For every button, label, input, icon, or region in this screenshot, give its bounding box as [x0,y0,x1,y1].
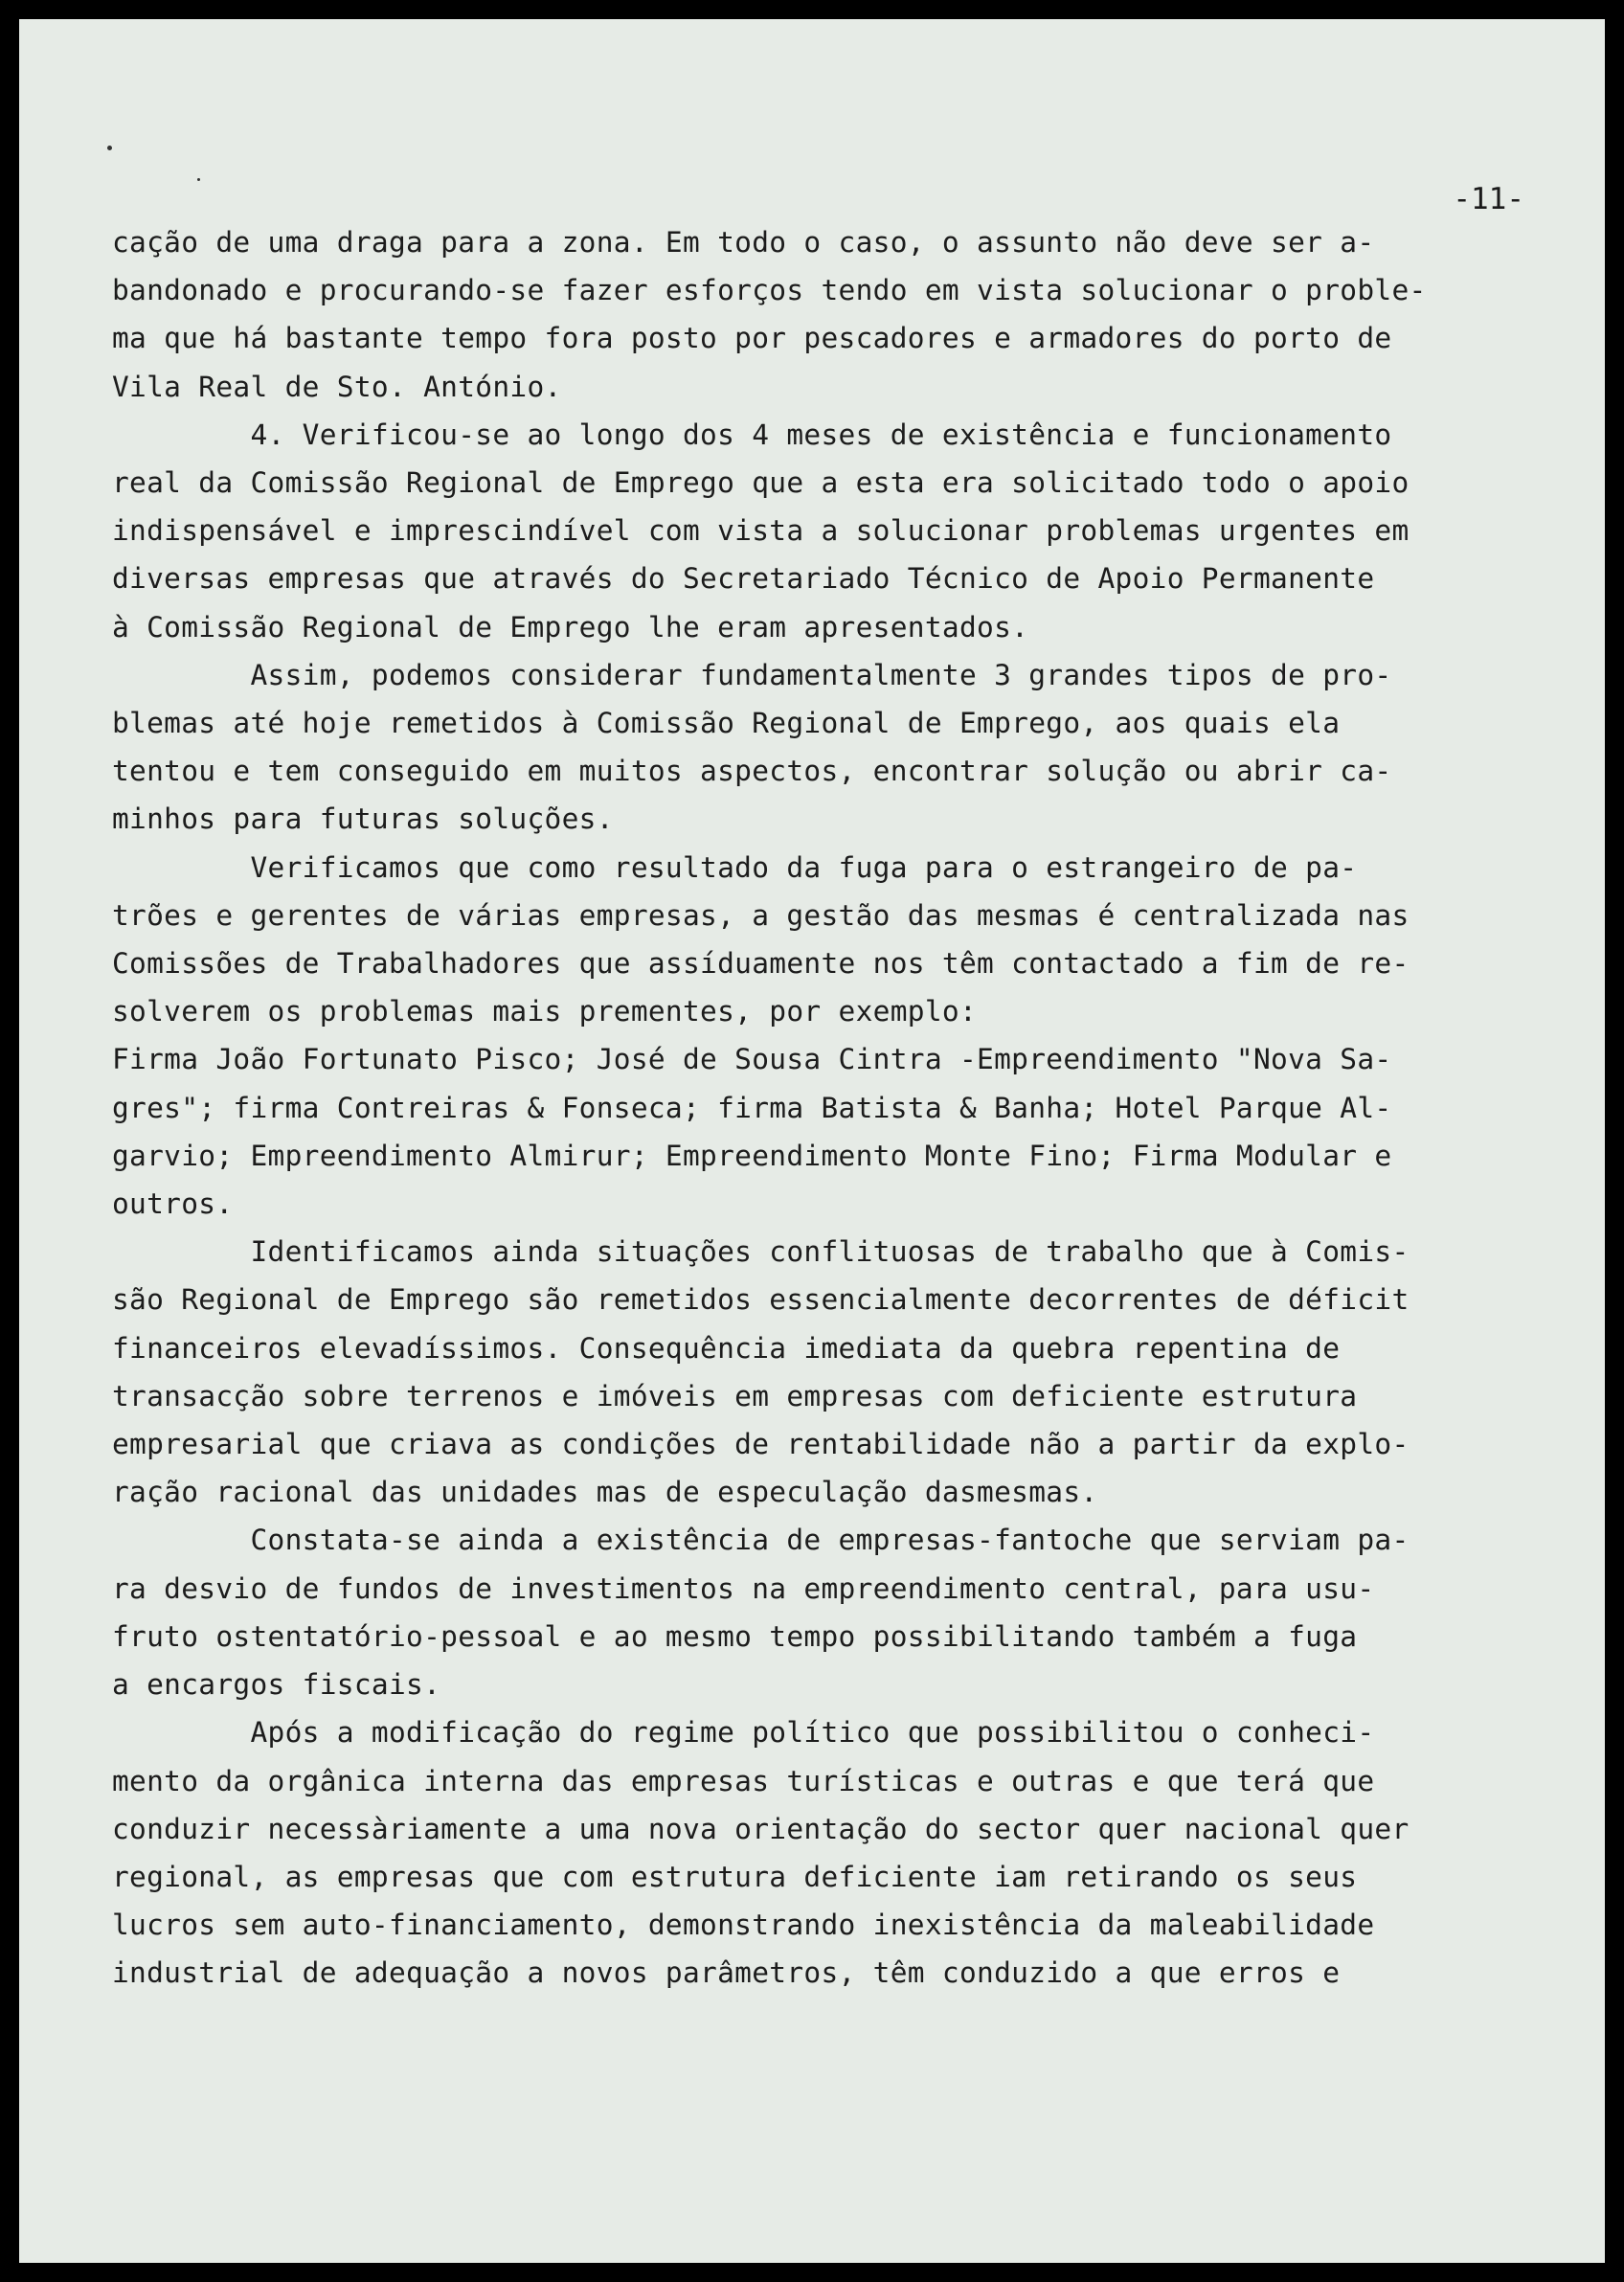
text-line: fruto ostentatório-pessoal e ao mesmo tempo possibilitando também a fuga [112,1619,1358,1653]
text-line: Vila Real de Sto. António. [112,370,562,403]
text-line: bandonado e procurando-se fazer esforços tendo em vista solucionar o proble- [112,274,1427,307]
specks [107,146,112,150]
text-line: Após a modificação do regime político que possibilitou o conheci- [112,1716,1375,1750]
text-line: blemas até hoje remetidos à Comissão Regional de Emprego, aos quais ela [112,707,1341,740]
text-line: conduzir necessàriamente a uma nova orientação do sector quer nacional quer [112,1812,1410,1845]
text-line: indispensável e imprescindível com vista a solucionar problemas urgentes em [112,514,1410,548]
text-line: diversas empresas que através do Secretariado Técnico de Apoio Permanente [112,562,1375,596]
text-line: garvio; Empreendimento Almirur; Empreendimento Monte Fino; Firma Modular e [112,1139,1392,1172]
text-line: a encargos fiscais. [112,1668,441,1702]
text-line: Firma João Fortunato Pisco; José de Sousa Cintra -Empreendimento "Nova Sa- [112,1043,1392,1076]
text-line: ra desvio de fundos de investimentos na empreendimento central, para usu- [112,1571,1375,1605]
text-line: Constata-se ainda a existência de empresas-fantoche que serviam pa- [112,1524,1410,1557]
text-line: cação de uma draga para a zona. Em todo o caso, o assunto não deve ser a- [112,226,1375,259]
text-line: minhos para futuras soluções. [112,802,614,836]
text-line: gres"; firma Contreiras & Fonseca; firma Batista & Banha; Hotel Parque Al- [112,1091,1392,1124]
text-line: 4. Verificou-se ao longo dos 4 meses de existência e funcionamento [112,418,1392,451]
text-line: regional, as empresas que com estrutura deficiente iam retirando os seus [112,1860,1358,1893]
text-line: tentou e tem conseguido em muitos aspectos, encontrar solução ou abrir ca- [112,755,1392,788]
text-line: solverem os problemas mais prementes, por exemplo: [112,995,978,1028]
document-page [19,19,1605,2263]
text-line: mento da orgânica interna das empresas turísticas e outras e que terá que [112,1764,1375,1797]
text-line: empresarial que criava as condições de rentabilidade não a partir da explo- [112,1428,1410,1461]
text-line: Verificamos que como resultado da fuga para o estrangeiro de pa- [112,850,1358,884]
text-line: industrial de adequação a novos parâmetros, têm conduzido a que erros e [112,1956,1341,1990]
specks [197,178,200,181]
text-line: à Comissão Regional de Emprego lhe eram apresentados. [112,610,1029,644]
text-line: outros. [112,1187,234,1221]
text-line: financeiros elevadíssimos. Consequência imediata da quebra repentina de [112,1331,1341,1365]
text-line: Assim, podemos considerar fundamentalmente 3 grandes tipos de pro- [112,658,1392,691]
text-line: ração racional das unidades mas de especulação dasmesmas. [112,1476,1098,1509]
text-line: são Regional de Emprego são remetidos essencialmente decorrentes de déficit [112,1283,1410,1317]
text-line: Identificamos ainda situações conflituosas de trabalho que à Comis- [112,1235,1410,1269]
text-line: Comissões de Trabalhadores que assíduamente nos têm contactado a fim de re- [112,947,1410,981]
text-line: ma que há bastante tempo fora posto por pescadores e armadores do porto de [112,322,1392,355]
page-number: -11- [1453,182,1524,216]
text-line: trões e gerentes de várias empresas, a gestão das mesmas é centralizada nas [112,898,1410,932]
text-line: real da Comissão Regional de Emprego que a esta era solicitado todo o apoio [112,466,1410,500]
text-line: transacção sobre terrenos e imóveis em empresas com deficiente estrutura [112,1379,1358,1412]
text-line: lucros sem auto-financiamento, demonstrando inexistência da maleabilidade [112,1909,1375,1942]
body-text [112,218,1605,1998]
